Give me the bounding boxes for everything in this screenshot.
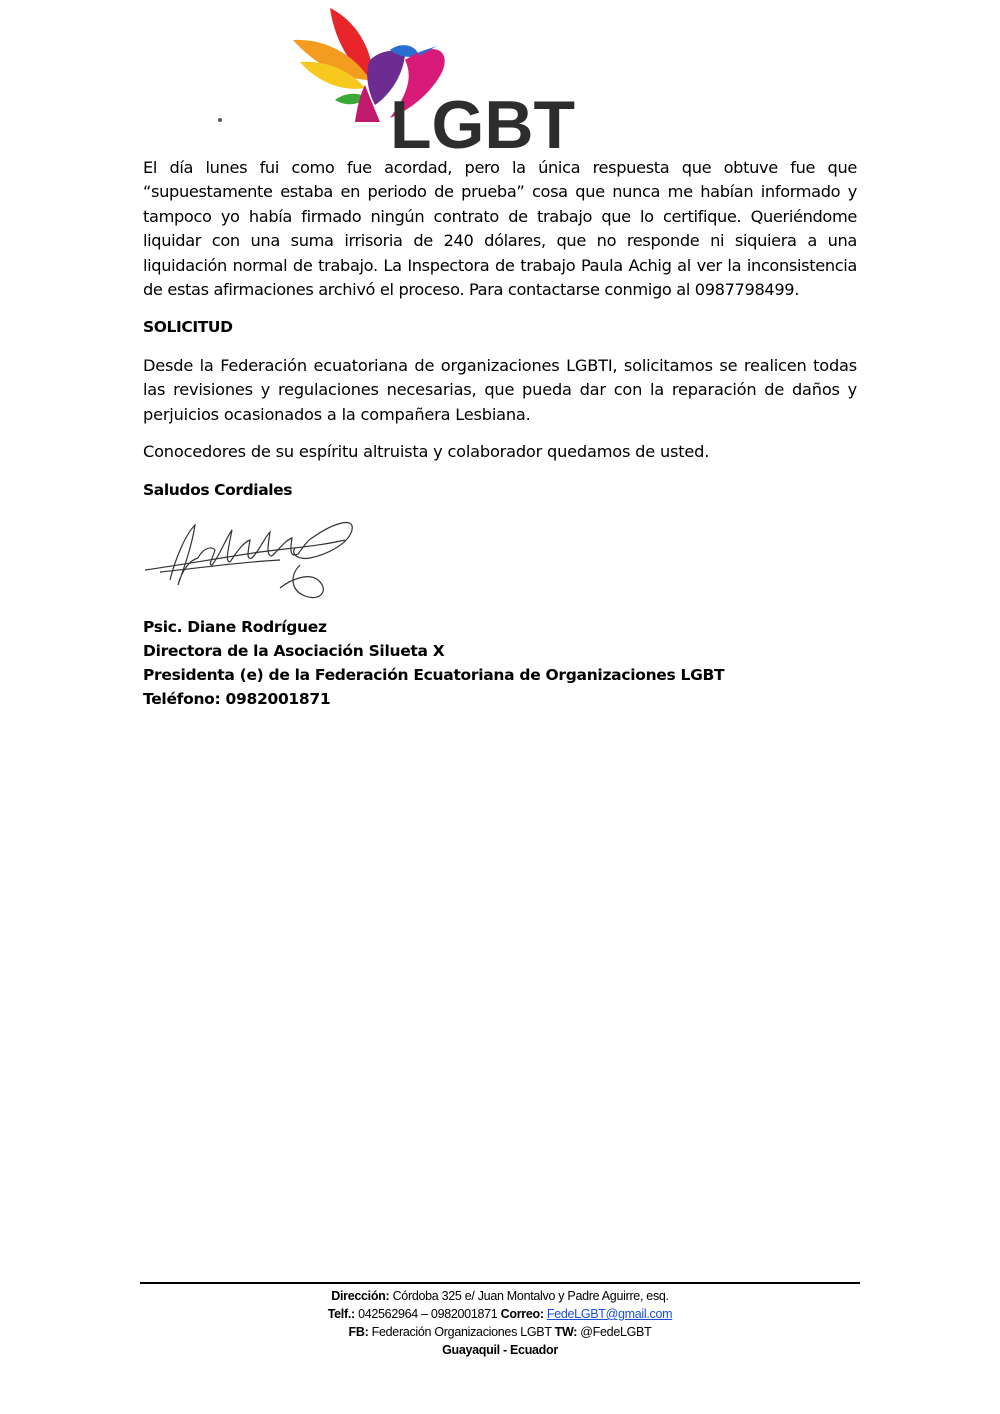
address-value: Córdoba 325 e/ Juan Montalvo y Padre Aguirre, esq. (392, 1289, 669, 1303)
federation-logo (205, 0, 605, 163)
signatory-name: Psic. Diane Rodríguez (143, 618, 327, 636)
footer-social-line (140, 1323, 860, 1341)
footer-contact-line (140, 1305, 860, 1323)
signatory-role-1: Directora de la Asociación Silueta X (143, 642, 445, 660)
paragraph-1: El día lunes fui como fue acordad, pero la única respuesta que obtuve fue que “supuestamente estaba en periodo de prueba” cosa que nunca me habían informado y tampoco yo había firmado ningún contrato de trabajo que lo certifique. Queriéndome liquidar con una suma irrisoria de 240 dólares, que no responde ni siquiera a una liquidación normal de trabajo. La Inspectora de trabajo Paula Achig al ver la inconsistencia de estas afirmaciones archivó el proceso. Para contactarse conmigo al 0987798499. (143, 158, 857, 300)
signatory-block (143, 615, 724, 711)
footer (140, 1287, 860, 1359)
footer-city: Guayaquil - Ecuador (442, 1343, 558, 1357)
address-label: Dirección: (331, 1289, 390, 1303)
solicitud-heading: SOLICITUD (143, 318, 233, 336)
closing-salutation: Saludos Cordiales (143, 481, 293, 499)
email-link[interactable]: FedeLGBT@gmail.com (546, 1307, 673, 1321)
signatory-role-2: Presidenta (e) de la Federación Ecuatoriana de Organizaciones LGBT (143, 666, 725, 684)
footer-divider (140, 1282, 860, 1284)
svg-text:LGBT: LGBT (390, 87, 576, 163)
hummingbird-logo-icon (205, 0, 605, 163)
email-label: Correo: (500, 1307, 544, 1321)
fb-label: FB: (348, 1325, 369, 1339)
paragraph-3: Conocedores de su espíritu altruista y colaborador quedamos de usted. (143, 442, 710, 461)
paragraph-2: Desde la Federación ecuatoriana de organizaciones LGBTI, solicitamos se realicen todas las revisiones y regulaciones necesarias, que pueda dar con la reparación de daños y perjuicios ocasionados a la compañera Lesbiana. (143, 356, 857, 424)
fb-value: Federación Organizaciones LGBT (371, 1325, 552, 1339)
body-text (143, 156, 857, 302)
phone-value: 042562964 – 0982001871 (358, 1307, 498, 1321)
tw-value: @FedeLGBT (580, 1325, 652, 1339)
phone-label: Telf.: (327, 1307, 355, 1321)
tw-label: TW: (554, 1325, 578, 1339)
footer-address-line (140, 1287, 860, 1305)
signatory-phone: Teléfono: 0982001871 (143, 690, 331, 708)
handwritten-signature (140, 510, 360, 605)
